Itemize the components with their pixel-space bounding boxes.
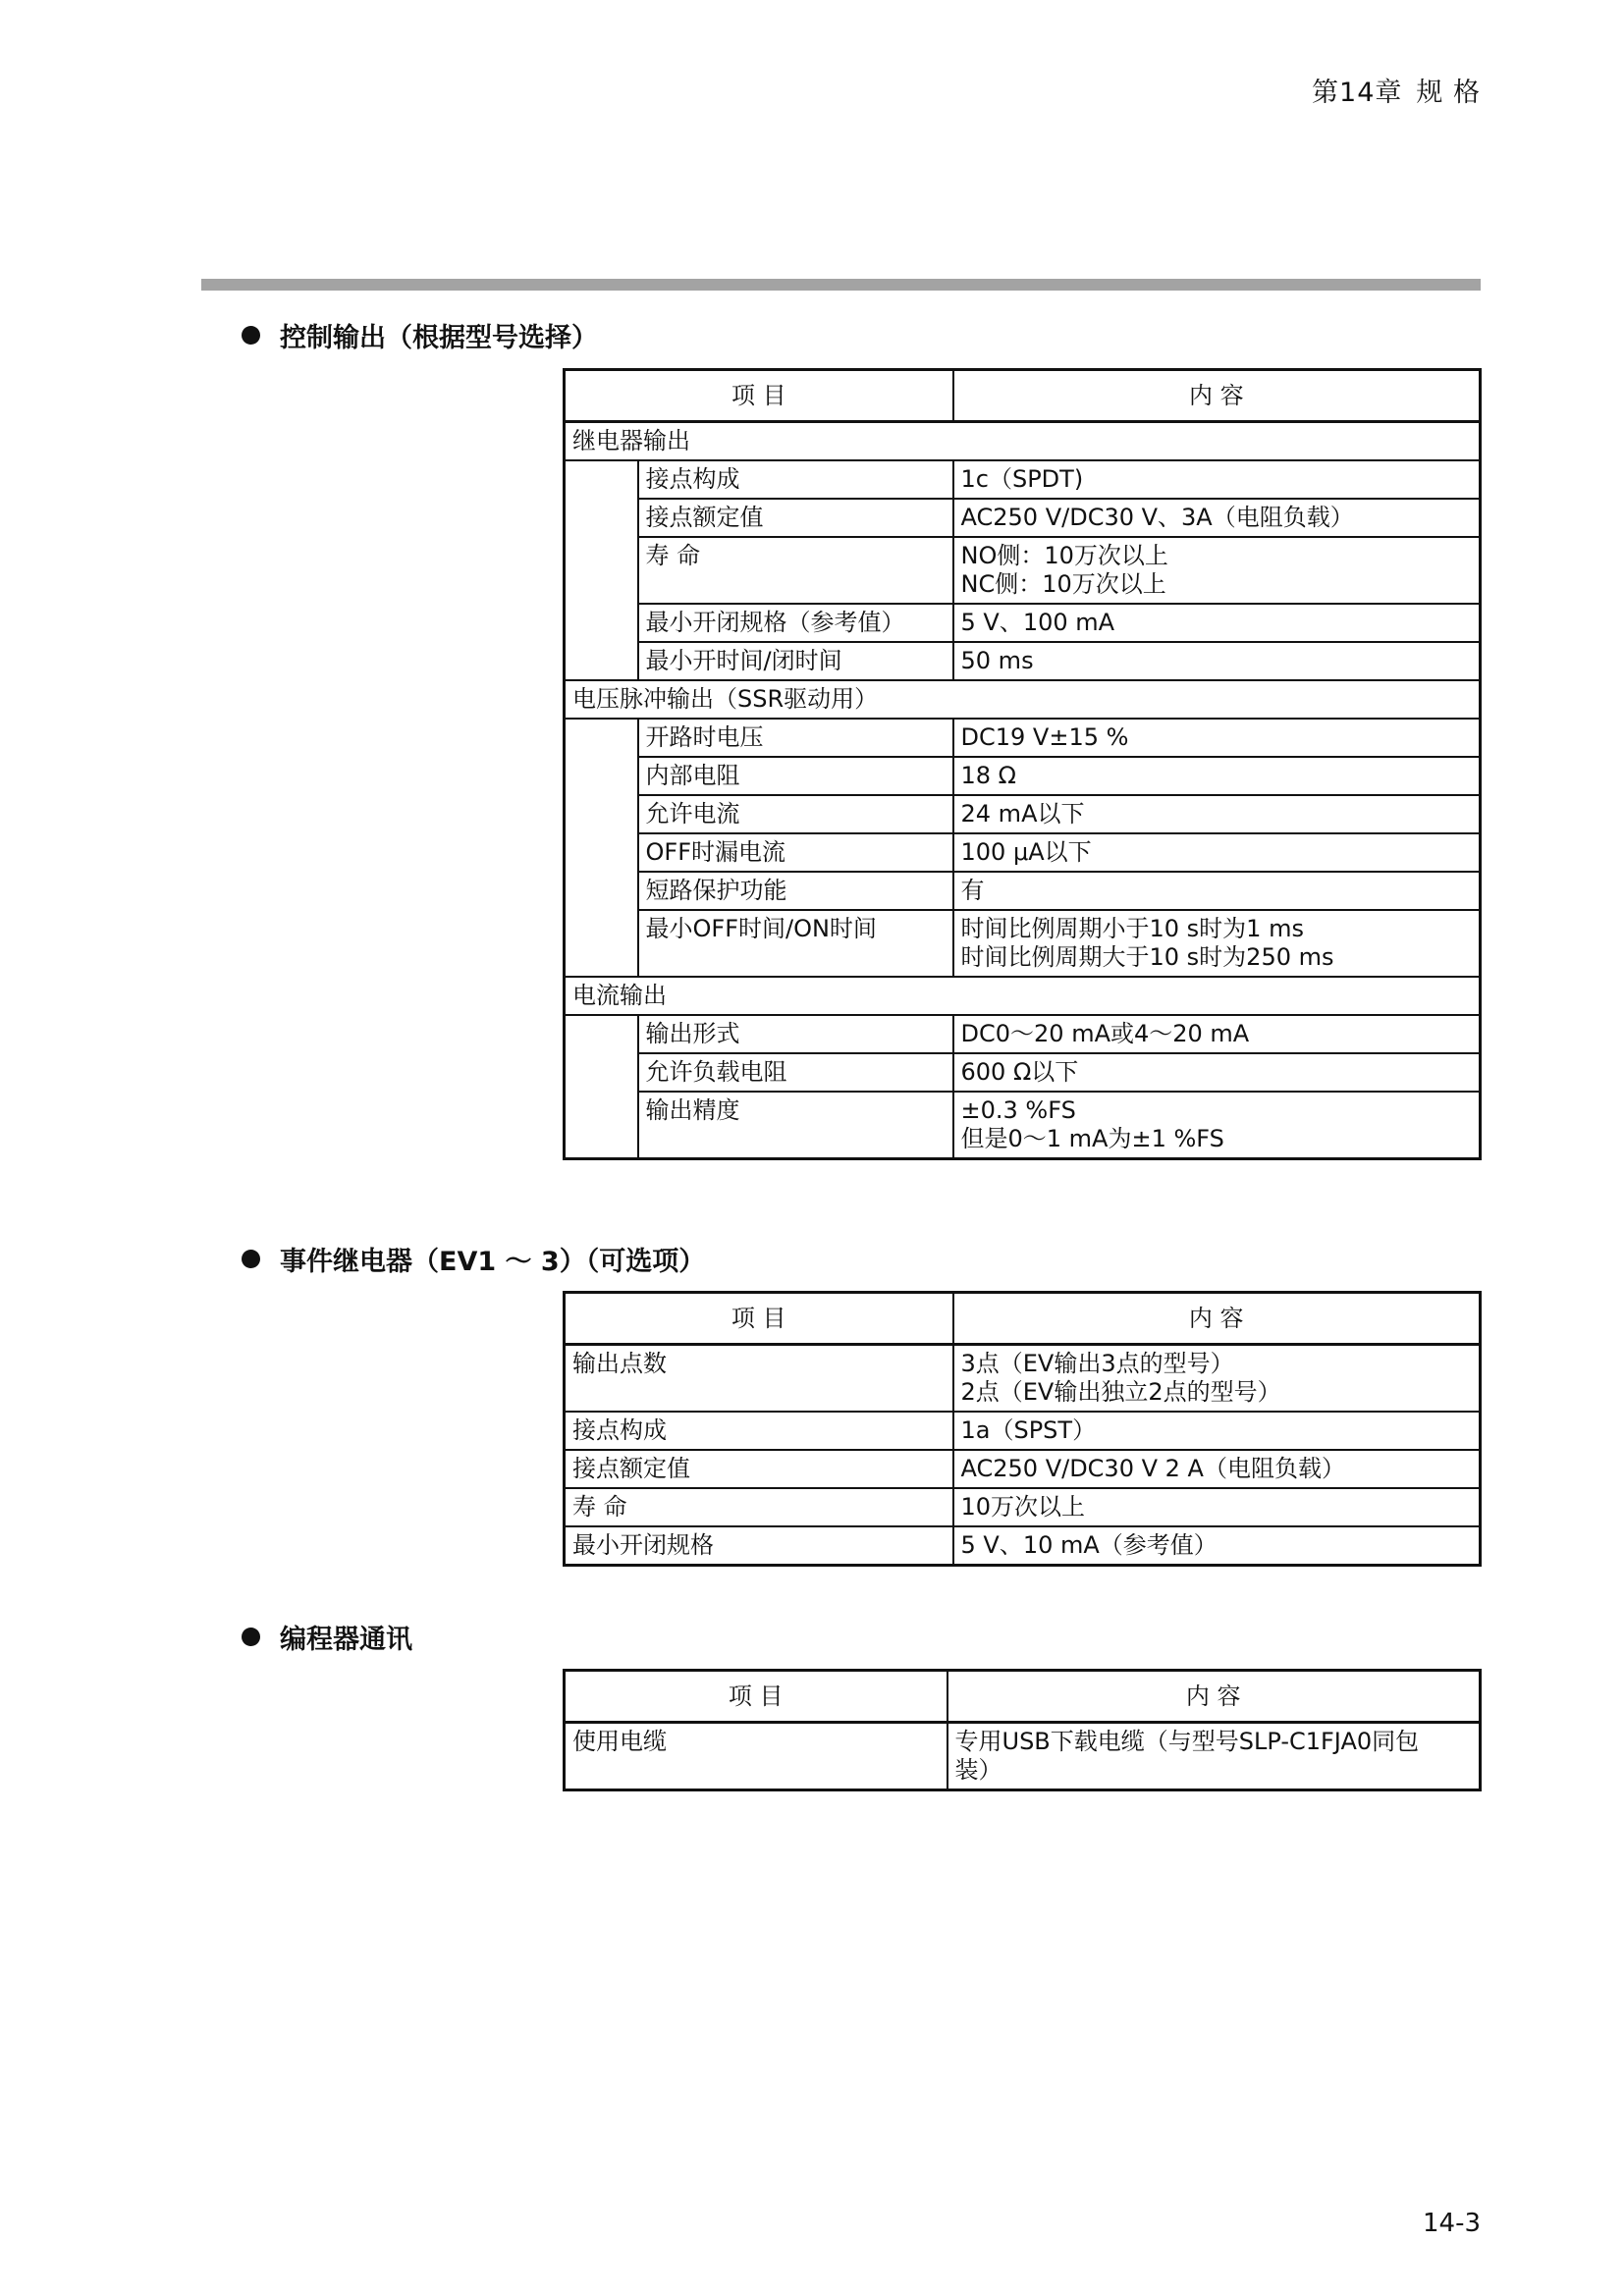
chapter-number: 第14章	[1312, 78, 1403, 108]
indent-cell	[565, 1092, 638, 1159]
table-row	[565, 1345, 1481, 1413]
value-cell: 有	[953, 872, 1481, 910]
value-line: 时间比例周期小于10 s时为1 ms	[960, 915, 1304, 942]
value-line: NC侧：10万次以上	[960, 570, 1166, 598]
item-cell: OFF时漏电流	[638, 833, 953, 872]
table-header-row	[565, 370, 1481, 422]
table-row	[565, 757, 1481, 795]
chapter-title: 规 格	[1416, 78, 1481, 108]
value-line: 但是0～1 mA为±1 %FS	[960, 1125, 1224, 1152]
value-line: 2点（EV输出独立2点的型号）	[960, 1378, 1281, 1406]
table-row	[565, 499, 1481, 537]
indent-cell	[565, 1015, 638, 1053]
value-cell: 5 V、100 mA	[953, 604, 1481, 642]
value-cell: 1c（SPDT)	[953, 460, 1481, 499]
group-row	[565, 977, 1481, 1015]
group-row	[565, 680, 1481, 719]
value-cell	[947, 1723, 1481, 1790]
item-cell: 寿 命	[638, 537, 953, 604]
item-cell: 输出精度	[638, 1092, 953, 1159]
value-cell: 100 μA以下	[953, 833, 1481, 872]
column-header-item: 项 目	[565, 370, 953, 422]
chapter-header	[1312, 71, 1481, 109]
value-cell: 1a（SPST）	[953, 1412, 1481, 1450]
event-relay-table	[563, 1291, 1482, 1567]
item-cell: 开路时电压	[638, 719, 953, 757]
indent-cell	[565, 833, 638, 872]
table-row	[565, 604, 1481, 642]
item-cell: 接点构成	[638, 460, 953, 499]
item-cell: 最小开闭规格	[565, 1526, 953, 1566]
column-header-content: 内 容	[953, 1293, 1481, 1345]
indent-cell	[565, 460, 638, 499]
item-cell: 最小开时间/闭时间	[638, 642, 953, 680]
bullet-icon	[242, 326, 260, 345]
section-title-text: 编程器通讯	[280, 1625, 412, 1655]
table-row	[565, 1015, 1481, 1053]
group-row	[565, 422, 1481, 461]
item-cell: 允许负载电阻	[638, 1053, 953, 1092]
value-line: NO侧：10万次以上	[960, 542, 1168, 569]
item-cell: 内部电阻	[638, 757, 953, 795]
item-cell: 输出形式	[638, 1015, 953, 1053]
table-row	[565, 719, 1481, 757]
table-row	[565, 833, 1481, 872]
section-title-programmer-comm	[242, 1618, 412, 1656]
value-cell	[953, 1345, 1481, 1413]
value-line: 3点（EV输出3点的型号）	[960, 1350, 1234, 1377]
item-cell: 使用电缆	[565, 1723, 947, 1790]
column-header-content: 内 容	[953, 370, 1481, 422]
value-cell: DC0～20 mA或4～20 mA	[953, 1015, 1481, 1053]
bullet-icon	[242, 1250, 260, 1268]
value-line: ±0.3 %FS	[960, 1096, 1076, 1124]
item-cell: 最小OFF时间/ON时间	[638, 910, 953, 977]
item-cell: 短路保护功能	[638, 872, 953, 910]
indent-cell	[565, 537, 638, 604]
column-header-item: 项 目	[565, 1293, 953, 1345]
table-header-row	[565, 1671, 1481, 1723]
table-row	[565, 1526, 1481, 1566]
indent-cell	[565, 604, 638, 642]
item-cell: 接点构成	[565, 1412, 953, 1450]
section-title-text: 控制输出（根据型号选择）	[280, 323, 598, 353]
indent-cell	[565, 719, 638, 757]
section-title-control-output	[242, 316, 598, 354]
value-cell: 24 mA以下	[953, 795, 1481, 833]
indent-cell	[565, 642, 638, 680]
value-line: 专用USB下载电缆（与型号SLP-C1FJA0同包	[954, 1728, 1420, 1755]
table-row	[565, 872, 1481, 910]
item-cell: 接点额定值	[638, 499, 953, 537]
page-number: 14-3	[1422, 2209, 1481, 2238]
indent-cell	[565, 872, 638, 910]
value-cell	[953, 1092, 1481, 1159]
item-cell: 接点额定值	[565, 1450, 953, 1488]
column-header-item: 项 目	[565, 1671, 947, 1723]
value-cell: 50 ms	[953, 642, 1481, 680]
value-line: 时间比例周期大于10 s时为250 ms	[960, 943, 1334, 971]
group-label: 电流输出	[565, 977, 1481, 1015]
group-label: 电压脉冲输出（SSR驱动用）	[565, 680, 1481, 719]
value-cell	[953, 537, 1481, 604]
table-row	[565, 1488, 1481, 1526]
item-cell: 寿 命	[565, 1488, 953, 1526]
table-row	[565, 1723, 1481, 1790]
table-row	[565, 1450, 1481, 1488]
table-row	[565, 1092, 1481, 1159]
table-row	[565, 1053, 1481, 1092]
table-row	[565, 1412, 1481, 1450]
value-line: 装）	[954, 1756, 1002, 1784]
header-rule	[201, 279, 1481, 291]
value-cell: AC250 V/DC30 V、3A（电阻负载）	[953, 499, 1481, 537]
control-output-table	[563, 368, 1482, 1160]
section-title-event-relay	[242, 1240, 705, 1278]
table-row	[565, 642, 1481, 680]
table-row	[565, 910, 1481, 977]
indent-cell	[565, 757, 638, 795]
table-row	[565, 795, 1481, 833]
value-cell	[953, 910, 1481, 977]
value-cell: 18 Ω	[953, 757, 1481, 795]
value-cell: 600 Ω以下	[953, 1053, 1481, 1092]
table-row	[565, 460, 1481, 499]
value-cell: AC250 V/DC30 V 2 A（电阻负载）	[953, 1450, 1481, 1488]
value-cell: DC19 V±15 %	[953, 719, 1481, 757]
item-cell: 最小开闭规格（参考值）	[638, 604, 953, 642]
table-row	[565, 537, 1481, 604]
indent-cell	[565, 1053, 638, 1092]
indent-cell	[565, 499, 638, 537]
group-label: 继电器输出	[565, 422, 1481, 461]
indent-cell	[565, 910, 638, 977]
value-cell: 5 V、10 mA（参考值）	[953, 1526, 1481, 1566]
section-title-text: 事件继电器（EV1 ～ 3）（可选项）	[280, 1247, 706, 1277]
column-header-content: 内 容	[947, 1671, 1481, 1723]
item-cell: 输出点数	[565, 1345, 953, 1413]
value-cell: 10万次以上	[953, 1488, 1481, 1526]
programmer-comm-table	[563, 1669, 1482, 1791]
item-cell: 允许电流	[638, 795, 953, 833]
indent-cell	[565, 795, 638, 833]
table-header-row	[565, 1293, 1481, 1345]
bullet-icon	[242, 1628, 260, 1646]
